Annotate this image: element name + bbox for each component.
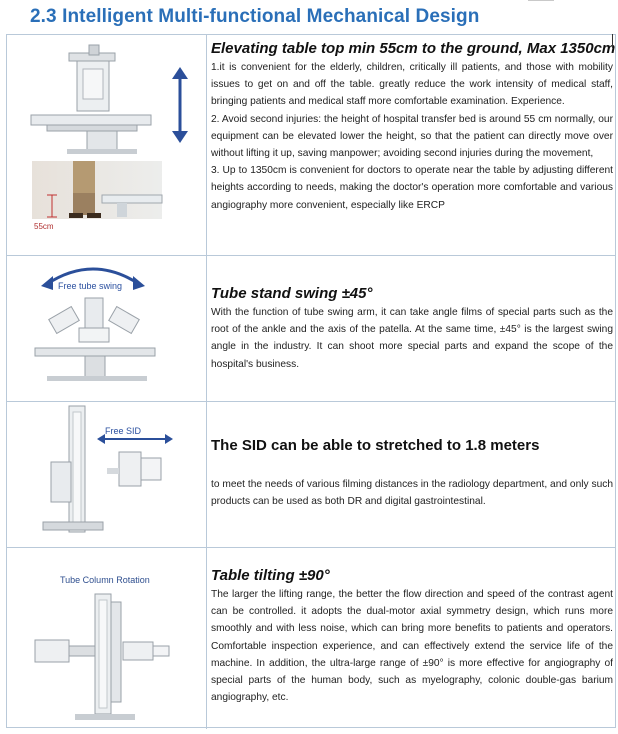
feature-row-elevating xyxy=(7,35,615,256)
elevating-table-image xyxy=(7,35,206,255)
table-tilting-image xyxy=(7,548,206,729)
sid-image xyxy=(7,402,206,547)
height-55cm-label: 55cm xyxy=(34,222,54,231)
row-title: The SID can be able to stretched to 1.8 meters xyxy=(211,437,540,454)
margin-marker xyxy=(612,34,616,48)
section-heading: 2.3 Intelligent Multi-functional Mechanical Design xyxy=(30,6,480,27)
row-paragraph: to meet the needs of various filming distances in the radiology department, and only such products can be used as both DR and digital gastrointestinal. xyxy=(211,479,613,508)
feature-row-table-tilting xyxy=(7,548,615,729)
feature-table xyxy=(6,34,616,728)
feature-row-sid xyxy=(7,402,615,548)
decorative-dash xyxy=(528,0,554,5)
row-title: Tube stand swing ±45° xyxy=(211,285,373,302)
row-paragraph: The larger the lifting range, the better the flow direction and speed of the contrast agent can be controlled. it adopts the dual-motor axial symmetry design, which runs more smoothly and with less noise, which can bring more benefits to patients and operators. Comfortable inspection experience, and can effectively extend the service life of the machine. In addition, the ultra-large range of ±90° is more effective for angiography of special parts of the human body, such as myelography, colonic double-gas barium angiography, etc. xyxy=(211,589,613,704)
free-tube-swing-label: Free tube swing xyxy=(58,281,123,291)
row-paragraph: 2. Avoid second injuries: the height of hospital transfer bed is around 55 cm normally, our equipment can be elevated lower the height, so that the patient can directly move over without lifting it up, saving manpower; avoiding second injuries during the movement, xyxy=(211,113,613,160)
row-paragraph: With the function of tube swing arm, it can take angle films of special parts such as the root of the ankle and the axis of the patella. At the same time, ±45° is the largest swing angle in the industry. It can shoot more special parts and expand the scope of the hospital's business. xyxy=(211,307,613,370)
feature-row-tube-swing xyxy=(7,256,615,402)
tube-swing-image xyxy=(7,256,206,401)
row-title: Table tilting ±90° xyxy=(211,567,330,584)
row-title: Elevating table top min 55cm to the ground, Max 1350cm xyxy=(211,40,616,57)
row-paragraph: 1.it is convenient for the elderly, children, critically ill patients, and those with mobility issues to get on and off the table. greatly reduce the work intensity of medical staff, bringing patients and medical staff more comfortable examination. Experience. xyxy=(211,62,613,108)
row-paragraph: 3. Up to 1350cm is convenient for doctors to operate near the table by adjusting different heights according to needs, making the doctor's operation more comfortable and various angiography more convenient, especially like ERCP xyxy=(211,165,613,211)
free-sid-label: Free SID xyxy=(105,426,142,436)
tube-column-rotation-label: Tube Column Rotation xyxy=(60,575,150,585)
